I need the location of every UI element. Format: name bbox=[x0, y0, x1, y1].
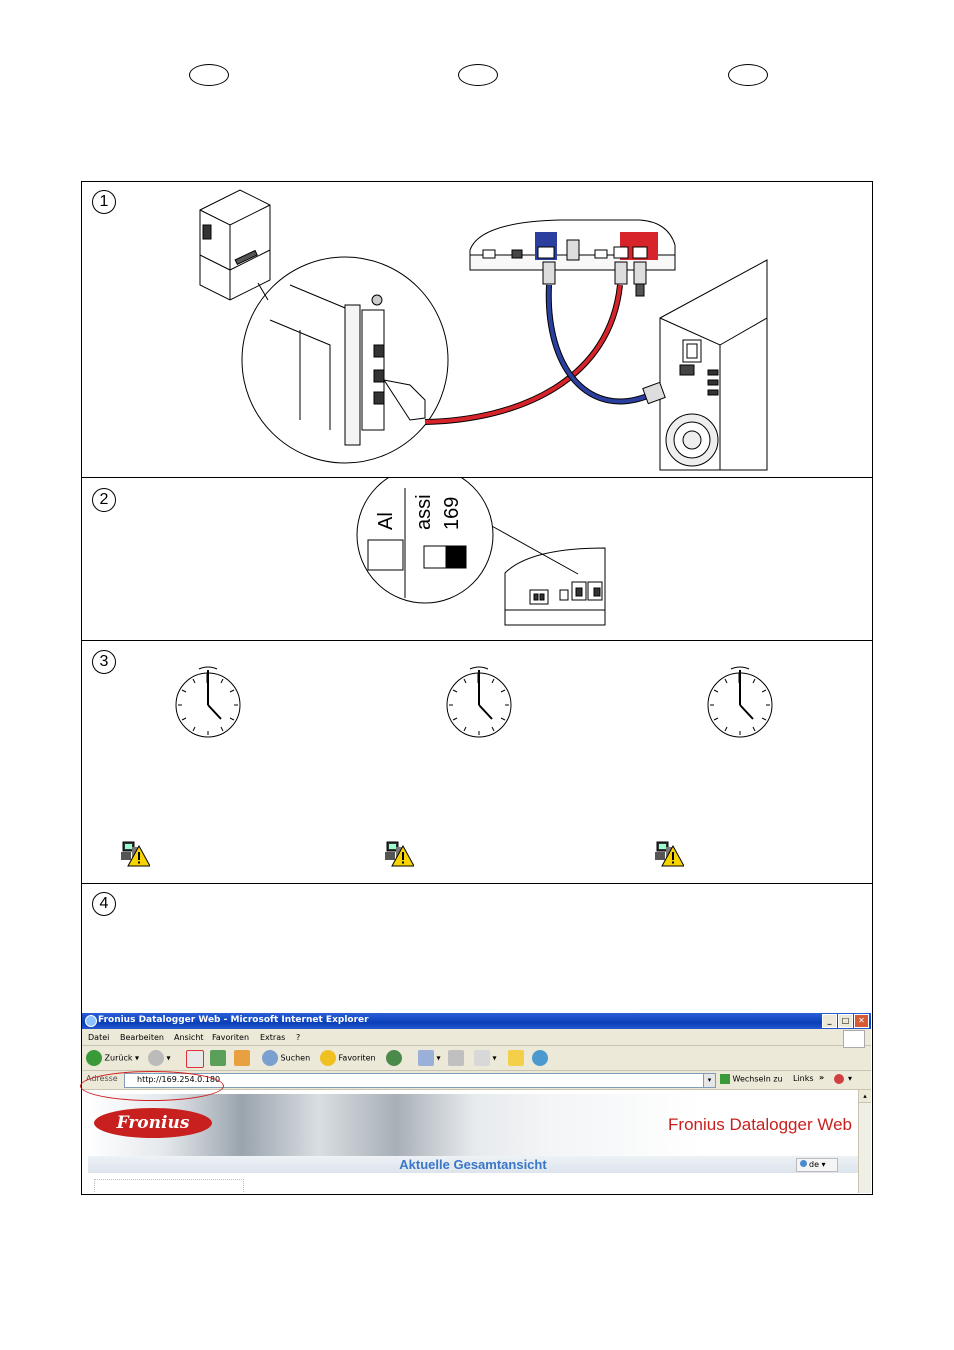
network-warning-icon bbox=[654, 838, 684, 868]
address-highlight-oval bbox=[80, 1071, 224, 1101]
menu-item-favorites[interactable]: Favoriten bbox=[212, 1033, 250, 1042]
browser-window bbox=[82, 1013, 871, 1193]
zoom-label-1: Al bbox=[375, 512, 397, 530]
vertical-scrollbar[interactable] bbox=[858, 1090, 871, 1193]
close-icon[interactable]: ✕ bbox=[854, 1014, 869, 1028]
stop-icon bbox=[186, 1050, 204, 1068]
step-4-number: 4 bbox=[92, 892, 116, 916]
address-dropdown-icon[interactable]: ▾ bbox=[703, 1074, 715, 1087]
favorites-button[interactable] bbox=[320, 1050, 376, 1066]
browser-viewport bbox=[82, 1090, 858, 1193]
clock-icon bbox=[705, 665, 775, 740]
overview-title: Aktuelle Gesamtansicht bbox=[399, 1157, 547, 1172]
search-icon bbox=[262, 1050, 278, 1066]
language-value: de bbox=[809, 1160, 819, 1169]
divider-3 bbox=[81, 883, 873, 884]
minimize-icon[interactable]: _ bbox=[822, 1014, 837, 1028]
menu-item-edit[interactable]: Bearbeiten bbox=[120, 1033, 164, 1042]
edit-button[interactable]: ▾ bbox=[474, 1050, 497, 1066]
fronius-logo bbox=[94, 1108, 212, 1138]
content-box bbox=[94, 1179, 244, 1193]
print-icon bbox=[448, 1050, 464, 1066]
search-label: Suchen bbox=[280, 1053, 311, 1063]
mail-icon bbox=[418, 1050, 434, 1066]
address-value: http://169.254.0.180 bbox=[137, 1075, 221, 1084]
folder-icon bbox=[508, 1050, 524, 1066]
menu-item-file[interactable]: Datei bbox=[88, 1033, 110, 1042]
messenger-icon bbox=[532, 1050, 548, 1066]
menu-item-view[interactable]: Ansicht bbox=[174, 1033, 204, 1042]
clock-icon bbox=[444, 665, 514, 740]
datalogger-web-title: Fronius Datalogger Web bbox=[668, 1115, 852, 1134]
extension-dropdown-icon[interactable]: ▾ bbox=[848, 1074, 853, 1083]
back-label: Zurück bbox=[104, 1053, 133, 1063]
history-icon bbox=[386, 1050, 402, 1066]
forward-button[interactable]: ▾ bbox=[148, 1050, 171, 1066]
home-icon bbox=[234, 1050, 250, 1066]
pc-tower-illustration bbox=[660, 260, 767, 470]
maximize-icon[interactable]: □ bbox=[838, 1014, 853, 1028]
menu-bar bbox=[82, 1030, 871, 1046]
globe-icon bbox=[800, 1160, 807, 1167]
favorites-label: Favoriten bbox=[338, 1053, 376, 1063]
folder-button[interactable] bbox=[508, 1050, 524, 1066]
zoom-label-2: assi bbox=[413, 494, 435, 530]
inverter-illustration bbox=[200, 190, 270, 300]
refresh-button[interactable] bbox=[210, 1050, 226, 1066]
messenger-button[interactable] bbox=[532, 1050, 548, 1066]
step-2-number: 2 bbox=[92, 488, 116, 512]
browser-titlebar bbox=[82, 1013, 871, 1029]
zoom-label-3: 169 bbox=[441, 496, 463, 530]
switch-illustration bbox=[0, 478, 954, 640]
red-cable bbox=[425, 285, 620, 422]
favorites-star-icon bbox=[320, 1050, 336, 1066]
ie-icon bbox=[85, 1015, 97, 1027]
divider-2 bbox=[81, 640, 873, 641]
print-button[interactable] bbox=[448, 1050, 464, 1066]
address-label: Adresse bbox=[86, 1074, 118, 1083]
forward-arrow-icon bbox=[148, 1050, 164, 1066]
back-arrow-icon bbox=[86, 1050, 102, 1066]
home-button[interactable] bbox=[234, 1050, 250, 1066]
scroll-up-icon[interactable]: ▴ bbox=[859, 1090, 871, 1103]
network-warning-icon bbox=[120, 838, 150, 868]
links-chevron-icon[interactable]: » bbox=[819, 1073, 825, 1082]
stop-button[interactable] bbox=[186, 1050, 204, 1068]
go-label: Wechseln zu bbox=[732, 1074, 783, 1084]
language-select[interactable]: de ▾ bbox=[796, 1158, 838, 1172]
menu-item-tools[interactable]: Extras bbox=[260, 1033, 286, 1042]
search-button[interactable] bbox=[262, 1050, 310, 1066]
logo-text: Fronius bbox=[116, 1113, 190, 1133]
links-label[interactable]: Links bbox=[793, 1074, 814, 1083]
window-title: Fronius Datalogger Web - Microsoft Internet Explorer bbox=[98, 1015, 369, 1025]
network-warning-icon bbox=[384, 838, 414, 868]
fronius-banner bbox=[88, 1094, 858, 1156]
go-button[interactable] bbox=[720, 1074, 783, 1084]
clock-icon bbox=[173, 665, 243, 740]
menu-item-help[interactable]: ? bbox=[296, 1033, 301, 1042]
mail-button[interactable]: ▾ bbox=[418, 1050, 441, 1066]
history-button[interactable] bbox=[386, 1050, 402, 1066]
connection-illustration bbox=[0, 0, 954, 480]
edit-icon bbox=[474, 1050, 490, 1066]
overview-header bbox=[88, 1156, 858, 1173]
back-button[interactable]: Zurück ▾ bbox=[86, 1050, 139, 1066]
datalogger-closeup bbox=[505, 548, 605, 625]
extension-icon[interactable] bbox=[834, 1074, 844, 1084]
browser-toolbar bbox=[82, 1046, 871, 1071]
step-1-number: 1 bbox=[92, 190, 116, 214]
step-3-number: 3 bbox=[92, 650, 116, 674]
go-arrow-icon bbox=[720, 1074, 730, 1084]
refresh-icon bbox=[210, 1050, 226, 1066]
